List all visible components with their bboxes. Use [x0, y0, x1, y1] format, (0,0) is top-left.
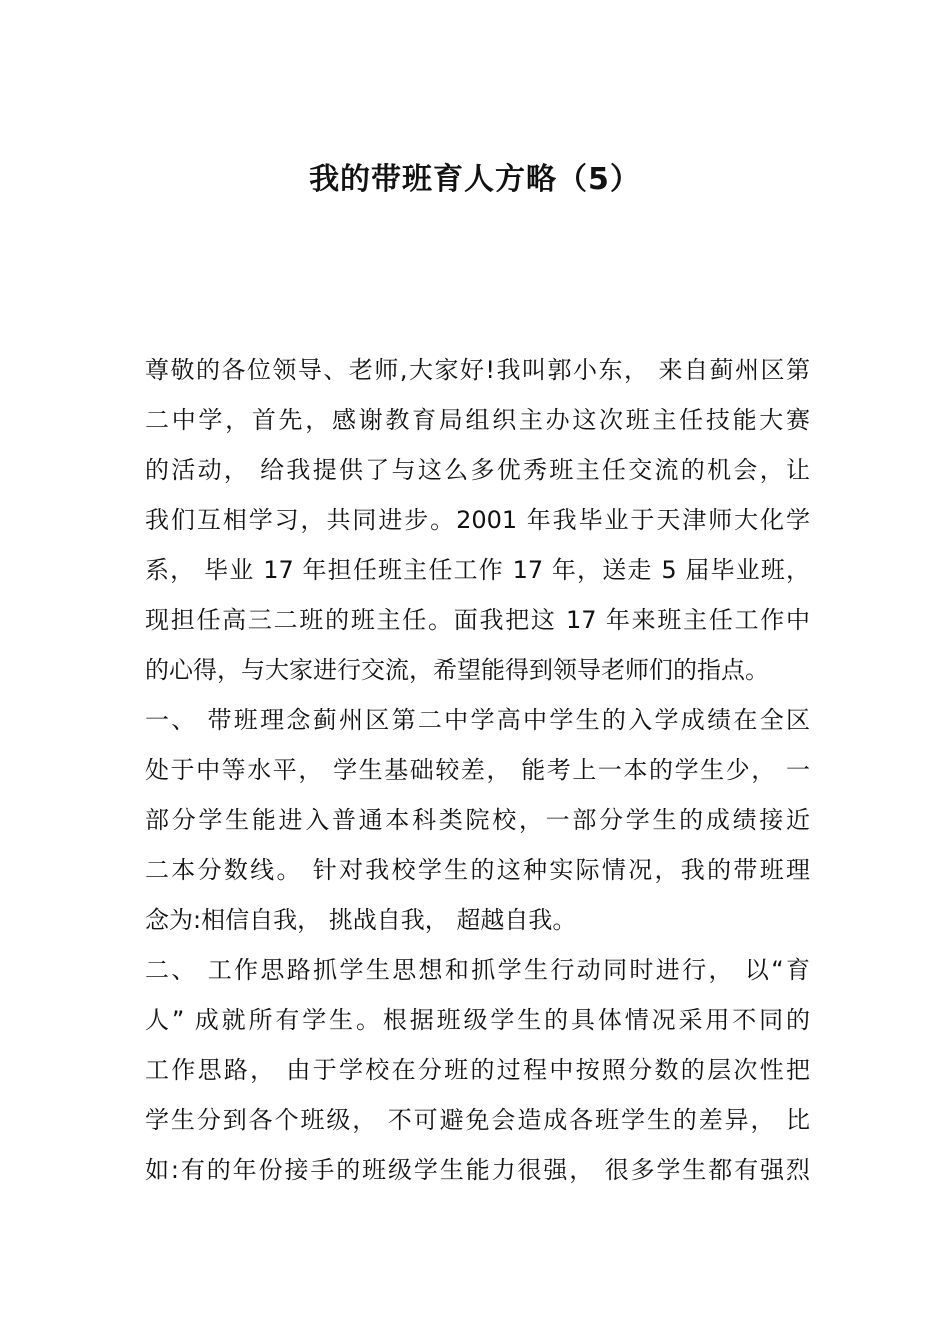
body-line: 人” 成就所有学生。根据班级学生的具体情况采用不同的	[145, 1006, 810, 1034]
document-body	[145, 345, 810, 1195]
body-line: 尊敬的各位领导、老师,大家好!我叫郭小东， 来自蓟州区第	[145, 356, 810, 384]
body-line: 部分学生能进入普通本科类院校，一部分学生的成绩接近	[145, 806, 810, 834]
body-line: 二本分数线。 针对我校学生的这种实际情况，我的带班理	[145, 856, 810, 884]
body-line: 如:有的年份接手的班级学生能力很强， 很多学生都有强烈	[145, 1156, 810, 1184]
body-line: 学生分到各个班级， 不可避免会造成各班学生的差异， 比	[145, 1106, 810, 1134]
body-line: 的心得，与大家进行交流，希望能得到领导老师们的指点。	[145, 656, 769, 684]
body-line: 二中学，首先，感谢教育局组织主办这次班主任技能大赛	[145, 406, 810, 434]
body-line: 二、 工作思路抓学生思想和抓学生行动同时进行， 以“育	[145, 956, 810, 984]
body-line: 的活动， 给我提供了与这么多优秀班主任交流的机会，让	[145, 456, 810, 484]
body-line: 我们互相学习，共同进步。2001 年我毕业于天津师大化学	[145, 506, 810, 534]
body-line: 念为:相信自我， 挑战自我， 超越自我。	[145, 906, 577, 934]
body-line: 处于中等水平， 学生基础较差， 能考上一本的学生少， 一	[145, 756, 810, 784]
body-line: 系， 毕业 17 年担任班主任工作 17 年，送走 5 届毕业班，	[145, 556, 810, 584]
document-title: 我的带班育人方略（5）	[309, 162, 641, 197]
body-line: 现担任高三二班的班主任。面我把这 17 年来班主任工作中	[145, 606, 810, 634]
body-line: 工作思路， 由于学校在分班的过程中按照分数的层次性把	[145, 1056, 810, 1084]
body-line: 一、 带班理念蓟州区第二中学高中学生的入学成绩在全区	[145, 706, 810, 734]
